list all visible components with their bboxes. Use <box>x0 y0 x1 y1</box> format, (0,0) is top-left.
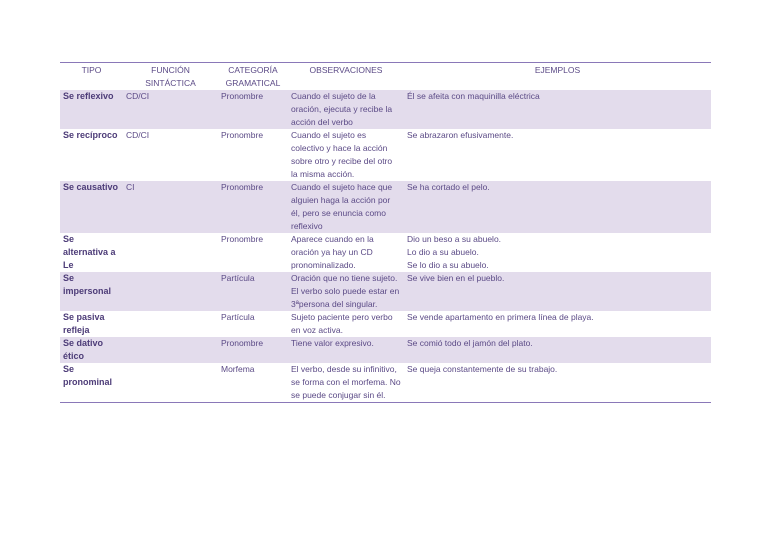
cell-tipo: Se pronominal <box>63 364 112 387</box>
cell-categoria: Pronombre <box>218 90 288 129</box>
se-types-table <box>60 62 711 403</box>
cell-funcion <box>123 363 218 403</box>
example-line: Dio un beso a su abuelo. <box>407 234 502 244</box>
table-row <box>60 272 711 311</box>
cell-categoria: Pronombre <box>221 234 264 244</box>
table-row <box>60 311 711 337</box>
table-row <box>60 337 711 363</box>
header-funcion-sintactica: FUNCIÓN SINTÁCTICA <box>145 65 196 88</box>
cell-observaciones: Cuando el sujeto es colectivo y hace la acción sobre otro y recibe del otro la misma acción. <box>291 130 393 179</box>
cell-tipo: Se reflexivo <box>60 90 123 129</box>
cell-observaciones: El verbo, desde su infinitivo, se forma con el morfema. No se puede conjugar sin él. <box>291 364 401 400</box>
cell-ejemplos <box>404 311 711 337</box>
example-line: Se lo dio a su abuelo. <box>407 260 489 270</box>
cell-funcion <box>123 337 218 363</box>
example-line: Se vive bien en el pueblo. <box>407 273 505 283</box>
cell-funcion: CD/CI <box>123 90 218 129</box>
cell-observaciones: Sujeto paciente pero verbo en voz activa. <box>291 312 393 335</box>
cell-tipo: Se impersonal <box>60 272 123 311</box>
cell-observaciones: Cuando el sujeto hace que alguien haga la acción por él, pero se enuncia como reflexivo <box>288 181 404 233</box>
cell-categoria: Morfema <box>221 364 255 374</box>
cell-tipo: Se dativo ético <box>60 337 123 363</box>
cell-observaciones: Tiene valor expresivo. <box>288 337 404 363</box>
example-line: Se abrazaron efusivamente. <box>407 130 514 140</box>
cell-categoria: Partícula <box>221 312 255 322</box>
table-row <box>60 363 711 403</box>
cell-tipo: Se recíproco <box>63 130 118 140</box>
cell-tipo: Se causativo <box>60 181 123 233</box>
cell-observaciones: Oración que no tiene sujeto. El verbo solo puede estar en 3ªpersona del singular. <box>288 272 404 311</box>
table-row <box>60 90 711 129</box>
example-line: Lo dio a su abuelo. <box>407 247 479 257</box>
example-line: Se queja constantemente de su trabajo. <box>407 364 558 374</box>
header-tipo: TIPO <box>81 65 102 75</box>
cell-observaciones: Aparece cuando en la oración ya hay un CD pronominalizado. <box>291 234 374 270</box>
cell-categoria: Pronombre <box>218 337 288 363</box>
header-observaciones: OBSERVACIONES <box>309 65 383 75</box>
cell-tipo: Se alternativa a Le <box>63 234 116 270</box>
example-line: Se comió todo el jamón del plato. <box>407 338 533 348</box>
cell-categoria: Pronombre <box>221 130 264 140</box>
cell-ejemplos <box>404 233 711 272</box>
header-row <box>60 63 711 91</box>
example-line: Se vende apartamento en primera línea de playa. <box>407 312 594 322</box>
cell-funcion: CI <box>123 181 218 233</box>
cell-ejemplos <box>404 129 711 181</box>
cell-ejemplos <box>404 272 711 311</box>
cell-observaciones: Cuando el sujeto de la oración, ejecuta y recibe la acción del verbo <box>288 90 404 129</box>
table-row <box>60 181 711 233</box>
cell-categoria: Partícula <box>218 272 288 311</box>
table-row <box>60 233 711 272</box>
cell-funcion <box>123 272 218 311</box>
example-line: Él se afeita con maquinilla eléctrica <box>407 91 540 101</box>
cell-tipo: Se pasiva refleja <box>63 312 105 335</box>
header-ejemplos: EJEMPLOS <box>534 65 581 75</box>
example-line: Se ha cortado el pelo. <box>407 182 490 192</box>
cell-funcion <box>123 311 218 337</box>
cell-funcion <box>123 233 218 272</box>
cell-funcion: CD/CI <box>126 130 150 140</box>
cell-ejemplos <box>404 181 711 233</box>
cell-ejemplos <box>404 90 711 129</box>
header-categoria-gramatical: CATEGORÍA GRAMATICAL <box>225 65 281 88</box>
table-row <box>60 129 711 181</box>
cell-categoria: Pronombre <box>218 181 288 233</box>
cell-ejemplos <box>404 363 711 403</box>
cell-ejemplos <box>404 337 711 363</box>
